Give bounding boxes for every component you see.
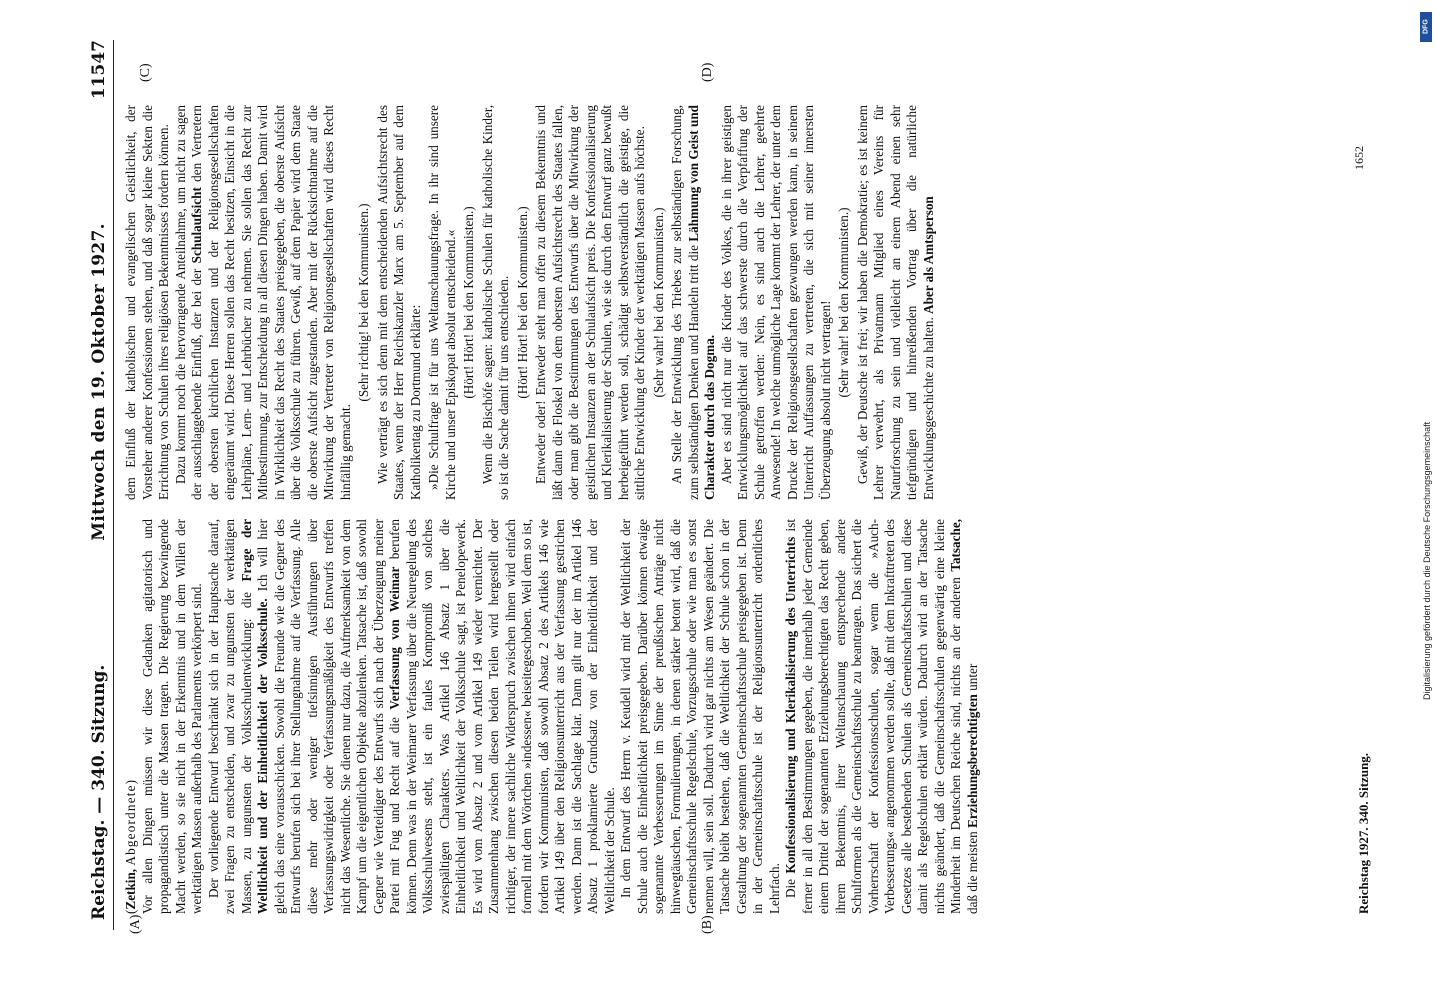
- paragraph: [783, 519, 981, 914]
- text-run: daß die meisten: [964, 831, 980, 914]
- paragraph: Aber es sind nicht nur die Kinder des Volkes, die in ihrer geistigen Entwicklungsmöglichkeit auf das schwerste durch die Verpfaffung der Schule getroffen werden: Nein, es sind auch die Lehrer, geehrte Anwesende! In welche unmögliche Lage kommt der Lehrer, der unter dem Drucke der Religionsgesellschaften gezwungen werden kann, in seinem Unterricht Auffassungen zu vertreten, die sich mit seiner innersten Überzeugung absolut nicht vertragen!: [718, 105, 833, 500]
- speaker-role: Abgeordnete): [123, 778, 138, 866]
- paragraph: In dem Entwurf des Herrn v. Keudell wird mit der Weltlichkeit der Schule auch die Einheitlichkeit preisgegeben. Darüber können etwaige sogenannte Verbesserungen im Sinne der preußischen Anträge nicht hinwegtäuschen, Formulierungen, in denen stärker betont wird, daß die Gemeinschaftsschule Regelschule, Vorzugsschule oder wie man es sonst nennen will, sein soll. Dadurch wird gar nichts am Wesen geändert. Die Tatsache bleibt bestehen, daß die Weltlichkeit der Schule schon in der Gestaltung der sogenannten Gemeinschaftsschule preisgegeben ist. Denn in der Gemeinschaftsschule ist der Religionsunterricht ordentliches Lehrfach.: [618, 519, 782, 914]
- interjection: (Hört! Hört! bei den Kommunisten.): [461, 206, 476, 399]
- header-page-number: 11547: [89, 40, 109, 100]
- paragraph: [855, 105, 938, 500]
- bold-text: Schulaufsicht: [189, 187, 204, 264]
- right-column: [123, 105, 937, 500]
- text-run: Gewiß, der Deutsche ist frei; wir haben die Demokratie; es ist keinem Lehrer verwehrt, als Privatmann Mitglied eines Vereins für Naturforschung zu sein und vielleicht an einem Abend einen sehr tiefgründigen und hinreißenden Vortrag über die natürliche Entwicklungsgeschichte zu halten.: [854, 105, 936, 500]
- text-run: An Stelle der Entwicklung des Triebes zur selbständigen Forschung, zum selbständigen Denken und Handeln tritt die: [669, 105, 701, 500]
- bold-text: Verfassung von Weimar: [387, 566, 402, 710]
- digitization-sidebar: [1418, 10, 1434, 990]
- text-run: den Vertretern der obersten kirchlichen Instanzen und der Religionsgesellschaften eingeräumt wird. Diese Herren sollen das Recht besitzen, Einsicht in die Lehrpläne, Lern- und Lehrbücher zu nehmen. Sie sollen das Recht zur Mitbestimmung, zur Entscheidung in all diesen Dingen haben. Damit wird in Wirklichkeit das Recht des Staates preisgegeben, die oberste Aufsicht über die Volksschule zu führen. Gewiß, auf dem Papier wird dem Staate die oberste Aufsicht zugestanden. Aber mit der Rücksichtnahme auf die Mitwirkung der Vertreter von Religionsgesellschaften wird dieses Recht hinfällig gemacht.: [189, 104, 353, 500]
- text-run: berufen können. Denn was in der Weimarer Verfassung über die Neuregelung des Volksschulwesens steht, ist ein faules Kompromiß von solches zwiespältigen Charakters. Was Artikel 146 Absatz 1 über die Einheitlichkeit und Weltlichkeit der Volksschule sagt, ist Penelopewerk. Es wird vom Absatz 2 und vom Artikel 149 wieder vernichtet. Der Zusammenhang zwischen diesen beiden Teilen wird hergestellt oder richtiger, der innere sachliche Widerspruch zwischen ihnen wird einfach formell mit dem Wörtchen »indessen« beiseitegeschoben. Weil dem so ist, fordern wir Kommunisten, daß sowohl Absatz 2 des Artikels 146 wie Artikel 149 über den Religionsunterricht aus der Verfassung gestrichen werden. Dann ist die Sachlage klar. Dann gilt nur der im Artikel 146 Absatz 1 proklamierte Grundsatz von der Einheitlichkeit und der Weltlichkeit der Schule.: [387, 518, 617, 914]
- paragraph: (Zetkin, Abgeordnete): [123, 778, 138, 914]
- bold-text: Frage der Weltlichkeit und der Einheitlichkeit der Volksschule.: [238, 519, 270, 914]
- dfg-logo-icon: DFG: [1420, 12, 1432, 42]
- interjection: (Sehr wahr! bei den Kommunisten.): [836, 207, 851, 398]
- text-run: unter: [964, 663, 980, 691]
- left-column: [123, 519, 981, 914]
- text-run: Der vorliegende Entwurf beschränkt sich in der Hauptsache darauf, zwei Fragen zu entscheiden, und zwar zu ungunsten der werktätigen Massen, zu ungunsten der Volksschulentwicklung: die: [205, 519, 254, 914]
- paragraph: [206, 519, 619, 914]
- paragraph: Entweder oder! Entweder steht man offen zu diesem Bekenntnis und läßt dann die Floskel von dem obersten Aufsichtsrecht des Staates fallen, oder man gibt die Bestimmungen des Entwurfs über die Mitwirkung der geistlichen Instanzen an der Schulaufsicht preis. Die Konfessionalisierung und Klerikalisierung der Schulen, wie sie durch den Entwurf ganz bewußt herbeigeführt werden soll, schädigt selbstverständlich die geistige, die sittliche Entwicklung der Kinder der werktätigen Massen aufs höchste.: [533, 105, 647, 500]
- page-header: [86, 40, 112, 920]
- header-date: Mittwoch den 19. Oktober 1927.: [89, 223, 109, 541]
- interjection: (Hört! Hört! bei den Kommunisten.): [514, 206, 530, 399]
- header-session: Reichstag. — 340. Sitzung.: [89, 664, 109, 920]
- text-run: Dazu kommt noch die hervorragende Anteilnahme, um nicht zu sagen der ausschlaggebende Einfluß, der bei der: [172, 105, 204, 500]
- paragraph: dem Einfluß der katholischen und evangelischen Geistlichkeit, der Vorsteher anderer Konfessionen stehen, und daß sogar kleine Sekten die Errichtung von Schulen ihres religiösen Bekenntnisses fordern können.: [123, 105, 171, 500]
- quotation: »Die Schulfrage ist für uns Weltanschauungsfrage. In ihr sind unsere Kirche und unser Episkopat absolut entscheidend.«: [426, 105, 458, 500]
- margin-marker-d: (D): [700, 62, 715, 82]
- bold-text: Erziehungsberechtigten: [964, 694, 980, 828]
- paragraph: Vor allen Dingen müssen wir diese Gedanken agitatorisch und propagandistisch unter die Massen tragen. Die Regierung bezwingende Macht werden, so sie nicht in der Erkenntnis und in dem Willen der werktätigen Massen außerhalb des Parlaments verkörpert sind.: [139, 519, 204, 914]
- text-run: Die: [783, 878, 798, 898]
- bold-text: Tatsache,: [948, 519, 963, 572]
- header-rule: [113, 40, 114, 930]
- margin-marker-a: (A): [128, 914, 143, 934]
- margin-marker-c: (C): [138, 63, 153, 82]
- paragraph: Wenn die Bischöfe sagen: katholische Schulen für katholische Kinder, so ist die Sache damit für uns entschieden.: [479, 105, 511, 500]
- digitization-credit: Digitalisierung gefördert durch die Deutsche Forschungsgemeinschaft: [1422, 421, 1432, 700]
- paragraph: Wie verträgt es sich denn mit dem entscheidenden Aufsichtsrecht des Staates, wenn der Herr Reichskanzler Marx am 5. September auf dem Katholikentag zu Dortmund erklärte:: [374, 105, 423, 500]
- footer-session: Reichstag 1927. 340. Sitzung.: [1356, 752, 1371, 914]
- interjection: (Sehr richtig! bei den Kommunisten.): [356, 203, 371, 402]
- footer-number: 1652: [1352, 146, 1366, 170]
- paragraph: [669, 105, 719, 500]
- margin-marker-b: (B): [700, 915, 715, 934]
- bold-text: Lähmung von Geist und Charakter durch das Dogma.: [685, 105, 717, 500]
- paragraph: [173, 105, 355, 500]
- text-run: ist ferner in all den Bestimmungen gegeben, die innerhalb jeder Gemeinde einem Drittel der sogenannten Erziehungsberechtigten das Recht geben, ihrem Bekenntnis, ihrer Weltanschauung entsprechende andere Schulformen als die Gemeinschaftsschule zu beantragen. Das sichert die Vorherrschaft der Konfessionsschulen, sogar wenn die »Auch-Verbesserungs« angenommen werden sollte, daß mit dem Inkrafttreten des Gesetzes alle bestehenden Schulen als Gemeinschaftsschulen und diese damit als Regelschulen erklärt würden. Dadurch wird an der Tatsache nichts geändert, daß die Gemeinschaftsschulen gegenwärtig eine kleine Minderheit im Deutschen Reiche sind, nichts an der anderen: [783, 519, 963, 914]
- text-run: Ich will hier gleich das eine vorausschicken. Sowohl die Freunde wie die Gegner des Entwurfs berufen sich bei ihrer Stellungnahme auf die Verfassung. Alle diese mehr oder weniger tiefsinnigen Ausführungen über Verfassungswidrigkeit oder Verfassungsmäßigkeit des Entwurfs treffen nicht das Wesentliche. Sie dienen nur dazu, die Aufmerksamkeit von dem Kampf um die eigentlichen Objekte abzulenken. Tatsache ist, daß sowohl Gegner wie Verteidiger des Entwurfs sich nach der Überzeugung meiner Partei mit Fug und Recht auf die: [255, 518, 402, 914]
- interjection: (Sehr wahr! bei den Kommunisten.): [650, 207, 666, 398]
- bold-text: Konfessionalisierung und Klerikalisierung des Unterrichts: [783, 536, 798, 874]
- bold-text: Aber als Amtsperson: [920, 196, 936, 314]
- speaker-name: Zetkin,: [123, 868, 138, 910]
